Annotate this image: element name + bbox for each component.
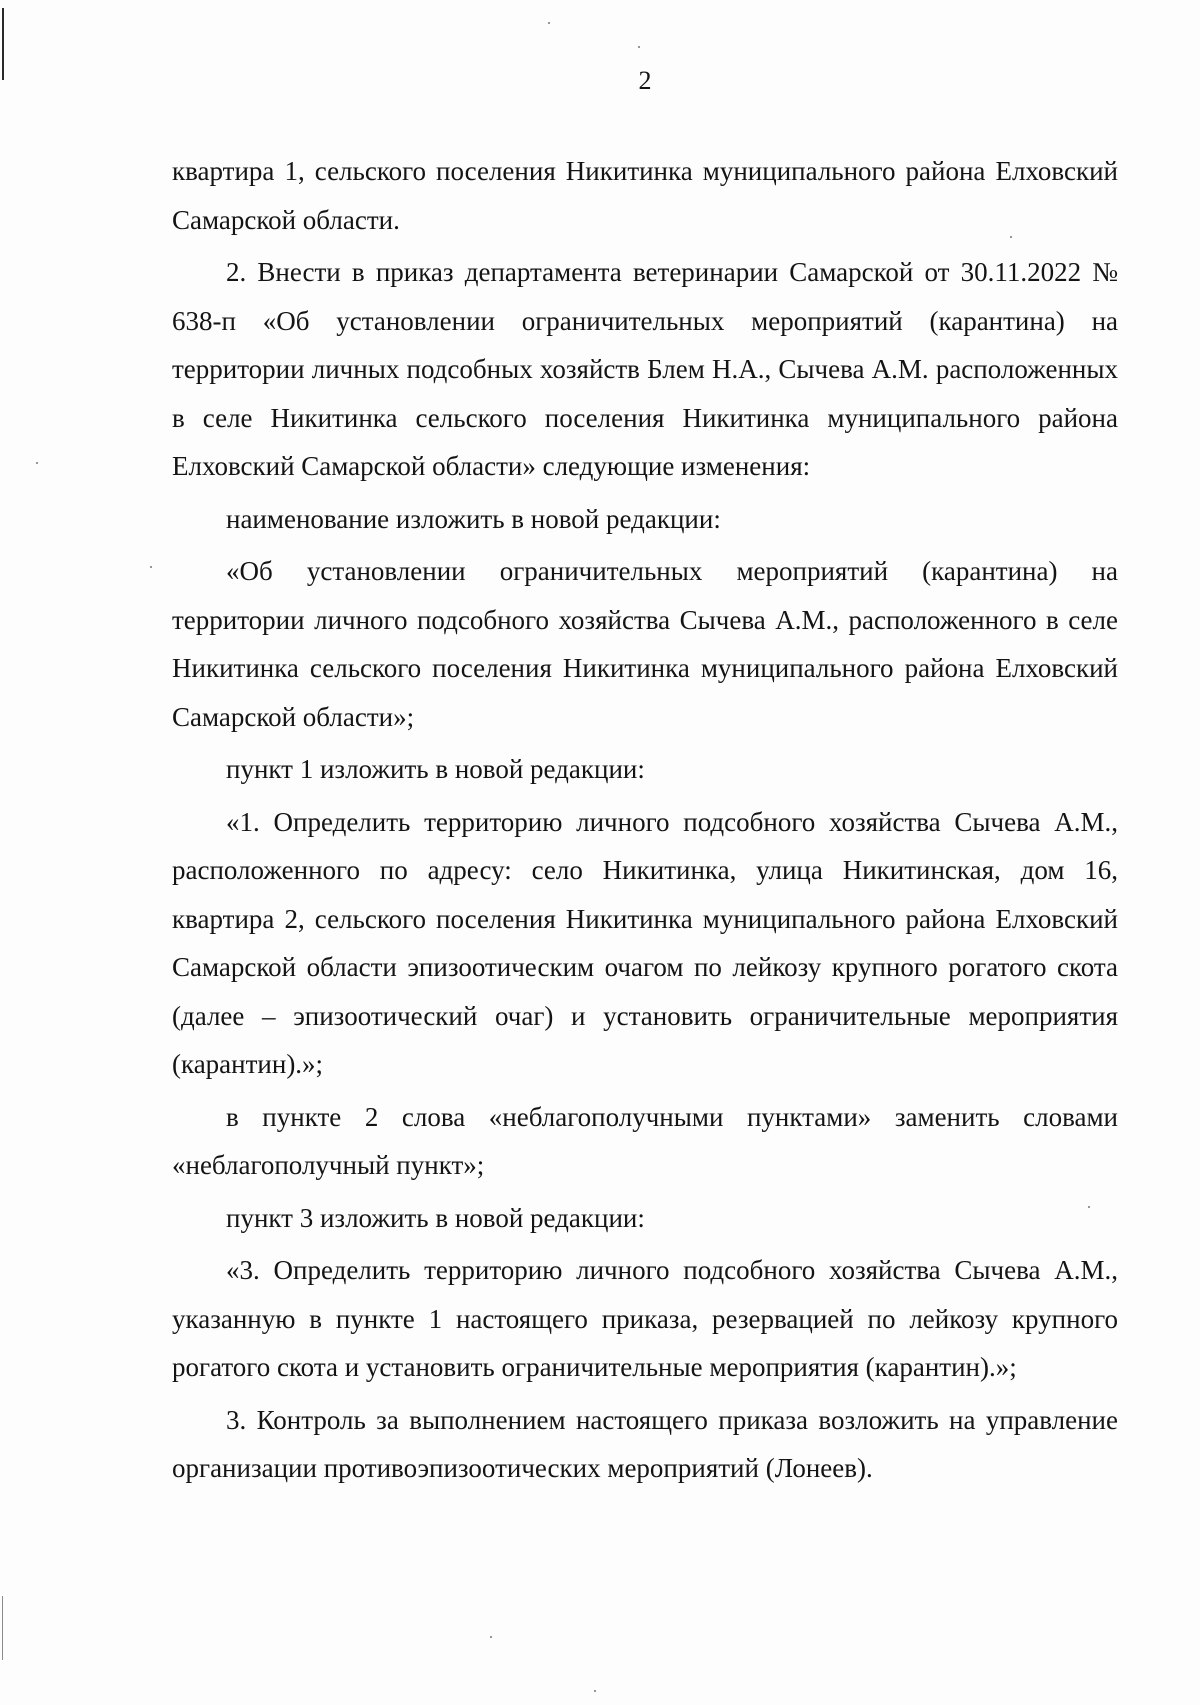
paragraph-item-2: 2. Внести в приказ департамента ветеринарии Самарской от 30.11.2022 № 638-п «Об установлении ограничительных мероприятий (карантина) на территории личных подсобных хозяйств Блем Н.А., Сычева А.М. расположенных в селе Никитинка сельского поселения Никитинка муниципального района Елховский Самарской области» следующие изменения: [172,257,1118,481]
paragraph-new-point-1: «1. Определить территорию личного подсобного хозяйства Сычева А.М., расположенного по адресу: село Никитинка, улица Никитинская, дом 16, квартира 2, сельского поселения Никитинка муниципального района Елховский Самарской области эпизоотическим очагом по лейкозу крупного рогатого скота (далее – эпизоотический очаг) и установить ограничительные мероприятия (карантин).»; [172,806,1118,1079]
paragraph-point-1-change: пункт 1 изложить в новой редакции: [226,754,645,784]
scan-edge-mark-bottom [2,1596,3,1660]
paragraph-new-title: «Об установлении ограничительных мероприятий (карантина) на территории личного подсобного хозяйства Сычева А.М., расположенного в селе Никитинка сельского поселения Никитинка муниципального района Елховский Самарской области»; [172,556,1118,732]
paragraph-new-point-3: «3. Определить территорию личного подсобного хозяйства Сычева А.М., указанную в пункте 1 настоящего приказа, резервацией по лейкозу крупного рогатого скота и установить ограничительные мероприятия (карантин).»; [172,1255,1118,1382]
paragraph-title-change: наименование изложить в новой редакции: [226,503,721,534]
scan-speck [150,566,152,568]
scan-speck [490,1636,492,1638]
page-number: 2 [638,66,652,95]
scan-speck [36,462,38,464]
paragraph-continuation: квартира 1, сельского поселения Никитинка муниципального района Елховский Самарской области. [172,156,1118,235]
scan-speck [638,46,640,48]
scan-speck [1088,1206,1090,1208]
paragraph-point-3-change: пункт 3 изложить в новой редакции: [226,1202,645,1233]
scan-speck [1010,236,1012,238]
document-body [172,147,1118,1493]
paragraph-item-3: 3. Контроль за выполнением настоящего приказа возложить на управление организации противоэпизоотических мероприятий (Лонеев). [172,1404,1118,1483]
scan-speck [548,22,550,24]
paragraph-point-2-change: в пункте 2 слова «неблагополучными пунктами» заменить словами «неблагополучный пункт»; [172,1101,1118,1180]
scan-speck [594,1690,596,1692]
